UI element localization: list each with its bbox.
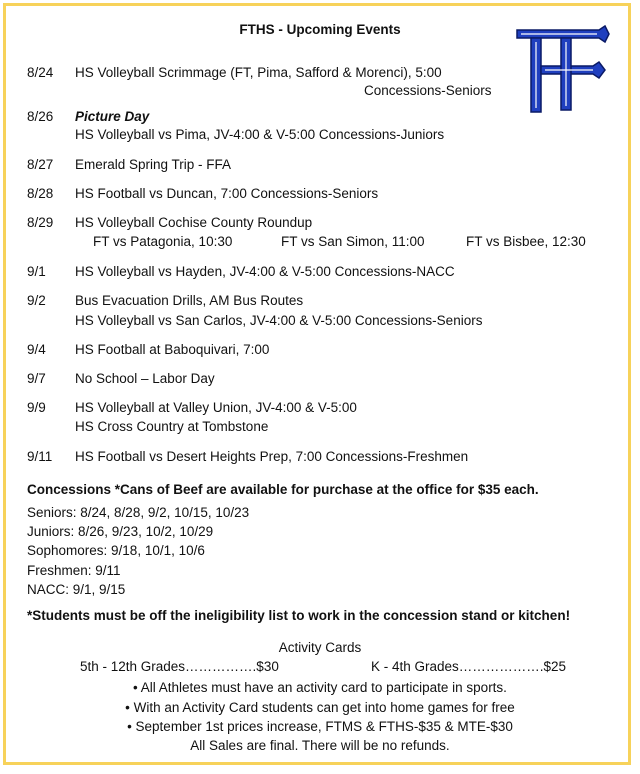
event-line: HS Volleyball vs Pima, JV-4:00 & V-5:00 Concessions-Juniors [75,127,445,142]
event-date: 9/1 [27,264,46,279]
ft-logo [513,24,613,119]
event-line: Emerald Spring Trip - FFA [75,157,232,172]
concessions-sophomores: Sophomores: 9/18, 10/1, 10/6 [27,543,205,558]
activity-footer: All Sales are final. There will be no refunds. [190,738,450,753]
event-line: Bus Evacuation Drills, AM Bus Routes [75,293,304,308]
activity-price-high: 5th - 12th Grades…………….$30 [80,659,279,674]
logo-mark [517,26,609,112]
event-8-29-game-2: FT vs San Simon, 11:00 [281,234,425,249]
event-8-29-game-1: FT vs Patagonia, 10:30 [93,234,233,249]
event-date: 8/27 [27,157,54,172]
event-date: 9/4 [27,342,46,357]
event-8-24-note: Concessions-Seniors [364,83,492,98]
event-line: No School – Labor Day [75,371,215,386]
activity-price-low: K - 4th Grades……………….$25 [371,659,567,674]
page-title: FTHS - Upcoming Events [239,22,401,37]
event-date: 9/11 [27,449,53,464]
event-date: 9/2 [27,293,46,308]
concessions-heading: Concessions *Cans of Beef are available for purchase at the office for $35 each. [27,482,539,497]
event-line: HS Football at Baboquivari, 7:00 [75,342,270,357]
event-line: HS Volleyball vs San Carlos, JV-4:00 & V-5:00 Concessions-Seniors [75,313,483,328]
event-headline: Picture Day [75,109,150,124]
event-line: HS Volleyball Cochise County Roundup [75,215,313,230]
event-line: HS Cross Country at Tombstone [75,419,269,434]
event-line: HS Football vs Duncan, 7:00 Concessions-Seniors [75,186,379,201]
concessions-juniors: Juniors: 8/26, 9/23, 10/2, 10/29 [27,524,214,539]
event-date: 8/28 [27,186,54,201]
concessions-seniors: Seniors: 8/24, 8/28, 9/2, 10/15, 10/23 [27,505,250,520]
event-date: 8/29 [27,215,54,230]
activity-cards-heading: Activity Cards [278,640,362,655]
activity-bullet-3: • September 1st prices increase, FTMS & FTHS-$35 & MTE-$30 [127,719,513,734]
event-date: 8/24 [27,65,54,80]
activity-bullet-1: • All Athletes must have an activity card to participate in sports. [133,680,507,695]
event-line: HS Volleyball vs Hayden, JV-4:00 & V-5:00 Concessions-NACC [75,264,455,279]
event-line: HS Volleyball at Valley Union, JV-4:00 & V-5:00 [75,400,357,415]
event-date: 9/9 [27,400,46,415]
event-8-29-game-3: FT vs Bisbee, 12:30 [466,234,586,249]
activity-bullet-2: • With an Activity Card students can get into home games for free [125,700,515,715]
event-line: HS Volleyball Scrimmage (FT, Pima, Safford & Morenci), 5:00 [75,65,442,80]
event-date: 8/26 [27,109,54,124]
concessions-nacc: NACC: 9/1, 9/15 [27,582,126,597]
concessions-warning: *Students must be off the ineligibility list to work in the concession stand or kitchen! [27,608,571,623]
concessions-freshmen: Freshmen: 9/11 [27,563,121,578]
event-date: 9/7 [27,371,46,386]
event-line: HS Football vs Desert Heights Prep, 7:00 Concessions-Freshmen [75,449,469,464]
